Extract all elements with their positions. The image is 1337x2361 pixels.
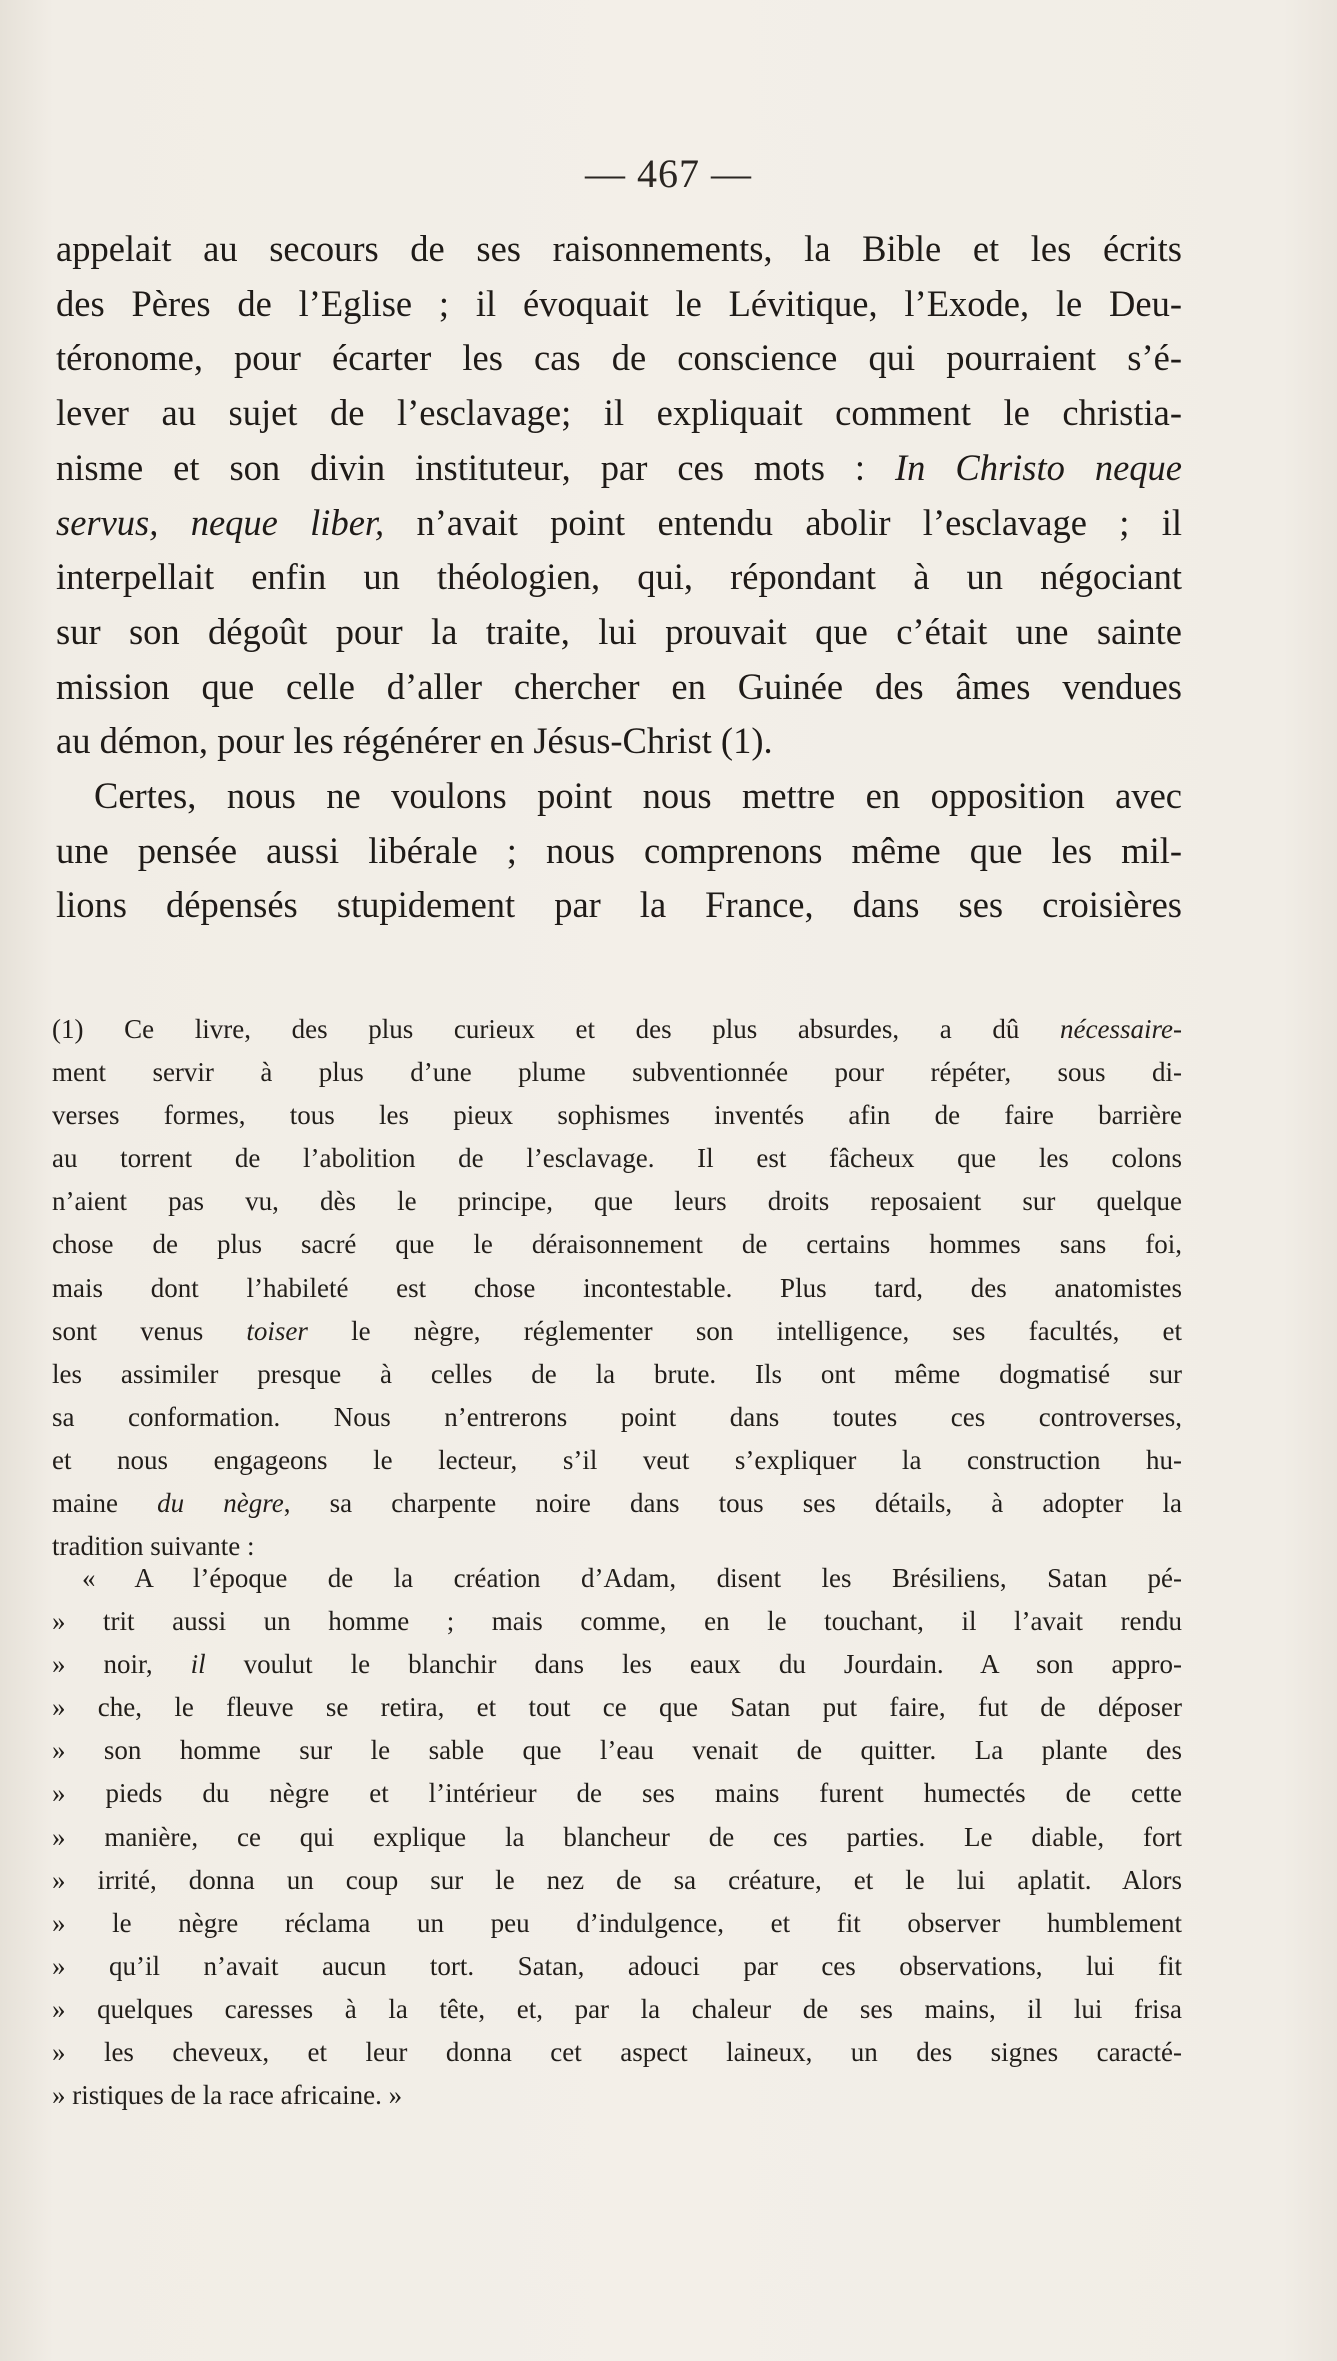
quoted-legend bbox=[52, 1557, 1182, 2117]
footnote bbox=[52, 1008, 1182, 1568]
text-line: téronome, pour écarter les cas de conscience qui pourraient s’é- bbox=[56, 337, 1182, 379]
quote-line: » che, le fleuve se retira, et tout ce que Satan put faire, fut de déposer bbox=[52, 1692, 1182, 1723]
quote-line: » son homme sur le sable que l’eau venait de quitter. La plante des bbox=[52, 1735, 1182, 1766]
text-line bbox=[56, 496, 1182, 551]
footnote-line bbox=[52, 1482, 1182, 1525]
footnote-line: verses formes, tous les pieux sophismes inventés afin de faire barrière bbox=[52, 1100, 1182, 1131]
text-line: mission que celle d’aller chercher en Guinée des âmes vendues bbox=[56, 665, 1182, 707]
footnote-line bbox=[52, 1310, 1182, 1353]
main-text bbox=[56, 222, 1182, 933]
footnote-line: ment servir à plus d’une plume subventionnée pour répéter, sous di- bbox=[52, 1057, 1182, 1088]
latin-phrase: servus, neque liber, bbox=[56, 501, 385, 543]
quote-line: » irrité, donna un coup sur le nez de sa créature, et le lui aplatit. Alors bbox=[52, 1864, 1182, 1895]
quote-line: « A l’époque de la création d’Adam, disent les Brésiliens, Satan pé- bbox=[82, 1563, 1182, 1593]
text-line: appelait au secours de ses raisonnements, la Bible et les écrits bbox=[56, 228, 1182, 269]
quote-line: » pieds du nègre et l’intérieur de ses mains furent humectés de cette bbox=[52, 1778, 1182, 1809]
quote-line: » les cheveux, et leur donna cet aspect laineux, un des signes caracté- bbox=[52, 2037, 1182, 2068]
text-span: (1) Ce livre, des plus curieux et des plus absurdes, a dû bbox=[52, 1014, 1020, 1044]
footnote-line: et nous engageons le lecteur, s’il veut s’expliquer la construction hu- bbox=[52, 1444, 1182, 1475]
text-span: le nègre, réglementer son intelligence, ses facultés, et bbox=[351, 1315, 1183, 1346]
text-span: » noir, bbox=[52, 1649, 153, 1680]
latin-phrase: In Christo neque bbox=[894, 446, 1183, 488]
quote-line: » quelques caresses à la tête, et, par la chaleur de ses mains, il lui frisa bbox=[52, 1993, 1182, 2024]
footnote-line: n’aient pas vu, dès le principe, que leurs droits reposaient sur quelque bbox=[52, 1186, 1182, 1217]
text-line: Certes, nous ne voulons point nous mettre en opposition avec bbox=[94, 775, 1182, 817]
text-line: lions dépensés stupidement par la France, dans ses croisières bbox=[56, 884, 1182, 926]
quote-line: » le nègre réclama un peu d’indulgence, et fit observer humblement bbox=[52, 1907, 1182, 1938]
text-line: sur son dégoût pour la traite, lui prouvait que c’était une sainte bbox=[56, 610, 1182, 652]
footnote-line: tradition suivante : bbox=[52, 1531, 255, 1562]
text-span: maine bbox=[52, 1488, 118, 1519]
italic-word: il bbox=[190, 1649, 206, 1680]
text-span: nisme et son divin instituteur, par ces mots : bbox=[56, 446, 866, 488]
text-line bbox=[56, 441, 1182, 496]
text-line: lever au sujet de l’esclavage; il expliquait comment le christia- bbox=[56, 392, 1182, 434]
quote-line: » ristiques de la race africaine. » bbox=[52, 2080, 403, 2111]
footnote-line: les assimiler presque à celles de la brute. Ils ont même dogmatisé sur bbox=[52, 1358, 1182, 1389]
page-number: — 467 — bbox=[585, 151, 752, 196]
text-span: voulut le blanchir dans les eaux du Jourdain. A son appro- bbox=[243, 1649, 1183, 1680]
italic-word: toiser bbox=[246, 1315, 308, 1346]
quote-line: » qu’il n’avait aucun tort. Satan, adouci par ces observations, lui fit bbox=[52, 1950, 1182, 1981]
footnote-line bbox=[52, 1008, 1182, 1051]
text-span: sont venus bbox=[52, 1315, 204, 1346]
quote-line: » manière, ce qui explique la blancheur de ces parties. Le diable, fort bbox=[52, 1821, 1182, 1852]
footnote-line: mais dont l’habileté est chose incontestable. Plus tard, des anatomistes bbox=[52, 1272, 1182, 1303]
text-line: une pensée aussi libérale ; nous comprenons même que les mil- bbox=[56, 829, 1182, 871]
footnote-line: au torrent de l’abolition de l’esclavage. Il est fâcheux que les colons bbox=[52, 1143, 1182, 1174]
text-line: des Pères de l’Eglise ; il évoquait le Lévitique, l’Exode, le Deu- bbox=[56, 282, 1182, 324]
text-line: au démon, pour les régénérer en Jésus-Christ (1). bbox=[56, 720, 773, 762]
text-line: interpellait enfin un théologien, qui, répondant à un négociant bbox=[56, 556, 1182, 598]
quote-line bbox=[52, 1643, 1182, 1686]
italic-word: nécessaire- bbox=[1060, 1014, 1182, 1044]
text-span: n’avait point entendu abolir l’esclavage ; il bbox=[416, 501, 1182, 543]
footnote-line: sa conformation. Nous n’entrerons point dans toutes ces controverses, bbox=[52, 1401, 1182, 1432]
footnote-line: chose de plus sacré que le déraisonnement de certains hommes sans foi, bbox=[52, 1229, 1182, 1260]
text-span: , sa charpente noire dans tous ses détails, à adopter la bbox=[283, 1488, 1183, 1519]
italic-word: du nègre bbox=[157, 1488, 284, 1519]
quote-line: » trit aussi un homme ; mais comme, en le touchant, il l’avait rendu bbox=[52, 1606, 1182, 1637]
